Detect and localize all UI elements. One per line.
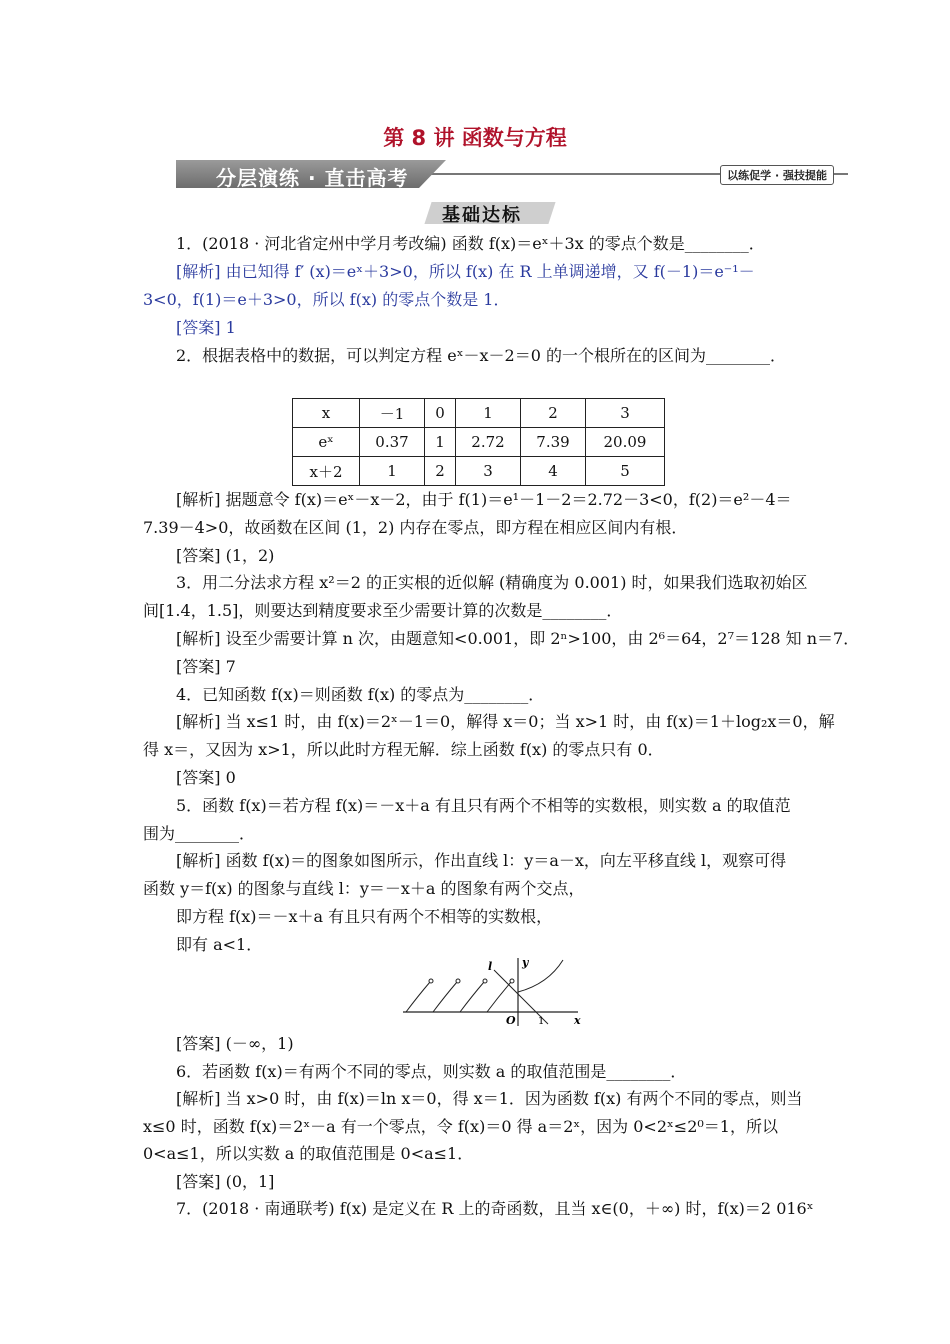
text-line: 3<0，f(1)＝e＋3>0，所以 f(x) 的零点个数是 1．	[143, 290, 510, 309]
table-cell: 1	[360, 457, 425, 486]
text-line: [解析] 设至少需要计算 n 次，由题意知<0.001，即 2ⁿ>100，由 2⁶＝64，2⁷＝128 知 n＝7．	[176, 629, 860, 648]
text-line: [解析] 据题意令 f(x)＝eˣ－x－2，由于 f(1)＝e¹－1－2＝2.72－3<0，f(2)＝e²－4＝	[176, 490, 792, 509]
text-line: 函数 y＝f(x) 的图象与直线 l：y＝－x＋a 的图象有两个交点，	[143, 879, 585, 899]
label-l: l	[488, 960, 493, 973]
label-y: y	[522, 956, 529, 969]
label-origin: O	[506, 1014, 516, 1027]
table-cell: 0.37	[360, 428, 425, 457]
text-line: 5．函数 f(x)＝若方程 f(x)＝－x＋a 有且只有两个不相等的实数根，则实数 a 的取值范	[176, 795, 791, 815]
label-x: x	[574, 1014, 581, 1027]
table-cell: x＋2	[293, 457, 360, 486]
text-line: x≤0 时，函数 f(x)＝2ˣ－a 有一个零点，令 f(x)＝0 得 a＝2ˣ，因为 0<2ˣ≤2⁰＝1，所以	[143, 1116, 778, 1136]
section-heading	[418, 198, 554, 228]
text-line: [答案] (1，2)	[176, 545, 275, 565]
table-row	[293, 399, 665, 428]
table-cell: x	[293, 399, 360, 428]
text-line: 3．用二分法求方程 x²＝2 的正实根的近似解 (精确度为 0.001) 时，如果我们选取初始区	[176, 573, 808, 593]
text-line: 4．已知函数 f(x)＝则函数 f(x) 的零点为________．	[176, 684, 545, 704]
data-table	[292, 398, 665, 486]
page-title: 第 8 讲 函数与方程	[383, 126, 567, 150]
text-line: [解析] 由已知得 f′ (x)＝eˣ＋3>0，所以 f(x) 在 R 上单调递增，又 f(－1)＝e⁻¹－	[176, 262, 755, 281]
graph-curve	[433, 982, 457, 1012]
text-line: [答案] 1	[176, 318, 236, 337]
text-line: 间[1.4，1.5]，则要达到精度要求至少需要计算的次数是________．	[143, 601, 623, 621]
text-line: 2．根据表格中的数据，可以判定方程 eˣ－x－2＝0 的一个根所在的区间为________．	[176, 346, 786, 365]
graph-curve	[460, 982, 484, 1012]
text-line: 围为________．	[143, 823, 256, 843]
table-cell: 2.72	[456, 428, 521, 457]
table-cell: 20.09	[586, 428, 665, 457]
section-heading-label: 基础达标	[442, 205, 522, 226]
table-cell: 5	[586, 457, 665, 486]
text-line: [解析] 函数 f(x)＝的图象如图所示，作出直线 l：y＝a－x，向左平移直线 l，观察可得	[176, 851, 787, 871]
table-cell: 7.39	[521, 428, 586, 457]
function-graph	[398, 956, 598, 1028]
text-line: 0<a≤1，所以实数 a 的取值范围是 0<a≤1．	[143, 1144, 474, 1163]
text-line: 6．若函数 f(x)＝有两个不同的零点，则实数 a 的取值范围是________．	[176, 1061, 687, 1081]
text-line: 7.39－4>0，故函数在区间 (1，2) 内存在零点，即方程在相应区间内有根．	[143, 517, 688, 537]
text-line: 1．(2018 · 河北省定州中学月考改编) 函数 f(x)＝eˣ＋3x 的零点个数是________．	[176, 234, 765, 253]
text-line: [解析] 当 x≤1 时，由 f(x)＝2ˣ－1＝0，解得 x＝0；当 x>1 时，由 f(x)＝1＋log₂x＝0，解	[176, 712, 835, 732]
table-cell: 3	[586, 399, 665, 428]
table-row	[293, 457, 665, 486]
table-cell: 2	[521, 399, 586, 428]
table-cell: 4	[521, 457, 586, 486]
text-line: [答案] 7	[176, 656, 236, 676]
banner-tag: 以练促学 · 强技提能	[720, 165, 834, 185]
text-line: [解析] 当 x>0 时，由 f(x)＝ln x＝0，得 x＝1．因为函数 f(x) 有两个不同的零点，则当	[176, 1089, 803, 1108]
table-row	[293, 428, 665, 457]
table-cell: 1	[425, 428, 456, 457]
text-line: 即有 a<1．	[176, 934, 263, 954]
text-line: 即方程 f(x)＝－x＋a 有且只有两个不相等的实数根，	[176, 907, 553, 926]
table-cell: 0	[425, 399, 456, 428]
table-cell: 1	[456, 399, 521, 428]
text-line: [答案] 0	[176, 768, 236, 787]
graph-curve	[487, 982, 511, 1012]
text-line: [答案] (0，1]	[176, 1171, 275, 1191]
graph-curve	[406, 982, 430, 1012]
table-cell: 2	[425, 457, 456, 486]
text-line: 得 x＝，又因为 x>1，所以此时方程无解．综上函数 f(x) 的零点只有 0．	[143, 740, 664, 760]
table-cell: 3	[456, 457, 521, 486]
label-one: 1	[538, 1016, 545, 1027]
banner-title: 分层演练 · 直击高考	[216, 166, 409, 190]
text-line: [答案] (－∞，1)	[176, 1034, 294, 1053]
table-cell: eˣ	[293, 428, 360, 457]
text-line: 7．(2018 · 南通联考) f(x) 是定义在 R 上的奇函数，且当 x∈(0，＋∞) 时，f(x)＝2 016ˣ	[176, 1199, 814, 1218]
section-banner	[176, 160, 848, 188]
table-cell: －1	[360, 399, 425, 428]
